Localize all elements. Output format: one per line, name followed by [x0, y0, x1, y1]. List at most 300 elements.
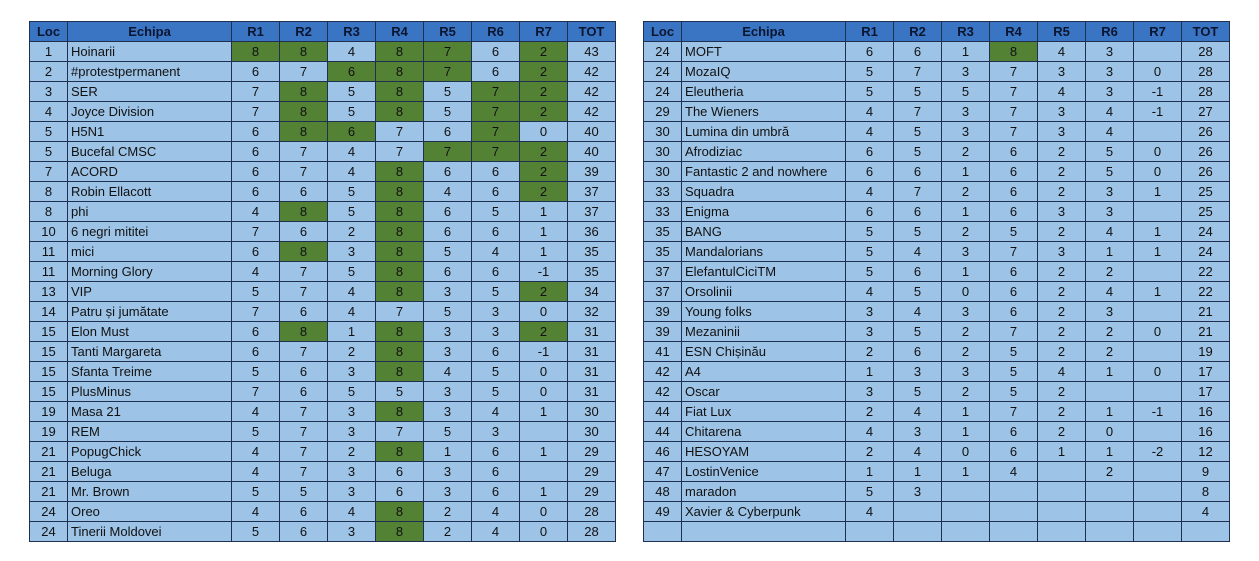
rank-cell: 1 — [30, 42, 68, 62]
total-score-cell: 28 — [1182, 82, 1230, 102]
round-2-score-cell: 4 — [894, 442, 942, 462]
round-4-score-cell: 8 — [376, 402, 424, 422]
round-3-score-cell: 0 — [942, 282, 990, 302]
round-1-score-cell: 6 — [846, 42, 894, 62]
round-5-score-cell: 3 — [424, 322, 472, 342]
round-6-score-cell: 7 — [472, 82, 520, 102]
round-5-score-cell: 2 — [1038, 262, 1086, 282]
total-score-cell: 31 — [568, 342, 616, 362]
round-3-score-cell: 3 — [328, 482, 376, 502]
round-4-score-cell: 8 — [376, 82, 424, 102]
table-row — [644, 242, 1230, 262]
round-3-score-cell: 3 — [942, 62, 990, 82]
round-5-score-cell: 5 — [424, 102, 472, 122]
table-row — [30, 322, 616, 342]
round-2-score-cell: 7 — [280, 462, 328, 482]
table-row — [30, 442, 616, 462]
round-7-score-cell: 2 — [520, 102, 568, 122]
header-r6: R6 — [1086, 22, 1134, 42]
round-5-score-cell: 2 — [1038, 282, 1086, 302]
round-1-score-cell: 3 — [846, 382, 894, 402]
round-1-score-cell: 8 — [232, 42, 280, 62]
round-5-score-cell: 3 — [1038, 102, 1086, 122]
round-7-score-cell: -2 — [1134, 442, 1182, 462]
round-6-score-cell: 0 — [1086, 422, 1134, 442]
table-row — [30, 302, 616, 322]
round-6-score-cell: 2 — [1086, 462, 1134, 482]
round-5-score-cell: 2 — [1038, 142, 1086, 162]
header-r7: R7 — [520, 22, 568, 42]
table-row — [644, 442, 1230, 462]
table-row — [644, 162, 1230, 182]
team-name-cell: Eleutheria — [682, 82, 846, 102]
round-5-score-cell: 3 — [424, 382, 472, 402]
round-6-score-cell: 2 — [1086, 262, 1134, 282]
round-3-score-cell: 3 — [942, 242, 990, 262]
total-score-cell: 37 — [568, 182, 616, 202]
team-name-cell: Beluga — [68, 462, 232, 482]
round-2-score-cell: 8 — [280, 102, 328, 122]
round-1-score-cell: 3 — [846, 302, 894, 322]
round-7-score-cell — [1134, 462, 1182, 482]
round-5-score-cell: 3 — [1038, 242, 1086, 262]
total-score-cell: 35 — [568, 242, 616, 262]
round-1-score-cell: 5 — [232, 362, 280, 382]
total-score-cell: 30 — [568, 422, 616, 442]
round-6-score-cell: 6 — [472, 162, 520, 182]
round-7-score-cell — [1134, 122, 1182, 142]
round-2-score-cell: 1 — [894, 462, 942, 482]
team-name-cell: ESN Chișinău — [682, 342, 846, 362]
total-score-cell: 24 — [1182, 242, 1230, 262]
team-name-cell: ACORD — [68, 162, 232, 182]
round-6-score-cell: 4 — [1086, 122, 1134, 142]
round-1-score-cell: 1 — [846, 362, 894, 382]
round-1-score-cell: 5 — [232, 422, 280, 442]
table-row — [644, 522, 1230, 542]
round-4-score-cell: 8 — [376, 502, 424, 522]
round-4-score-cell: 7 — [376, 302, 424, 322]
round-2-score-cell: 6 — [894, 42, 942, 62]
round-6-score-cell: 4 — [472, 242, 520, 262]
total-score-cell: 12 — [1182, 442, 1230, 462]
total-score-cell: 21 — [1182, 302, 1230, 322]
round-7-score-cell — [1134, 202, 1182, 222]
team-name-cell: #protestpermanent — [68, 62, 232, 82]
total-score-cell: 35 — [568, 262, 616, 282]
round-7-score-cell: 0 — [1134, 142, 1182, 162]
round-1-score-cell: 3 — [846, 322, 894, 342]
round-6-score-cell: 1 — [1086, 242, 1134, 262]
table-row — [30, 282, 616, 302]
total-score-cell: 29 — [568, 482, 616, 502]
header-echipa: Echipa — [68, 22, 232, 42]
round-5-score-cell: 3 — [424, 402, 472, 422]
round-4-score-cell — [990, 482, 1038, 502]
total-score-cell: 9 — [1182, 462, 1230, 482]
round-1-score-cell: 5 — [232, 522, 280, 542]
round-2-score-cell: 7 — [280, 442, 328, 462]
header-row — [30, 22, 616, 42]
round-3-score-cell: 0 — [942, 442, 990, 462]
rank-cell: 37 — [644, 282, 682, 302]
header-r5: R5 — [1038, 22, 1086, 42]
round-6-score-cell: 6 — [472, 342, 520, 362]
total-score-cell: 28 — [568, 502, 616, 522]
table-row — [30, 522, 616, 542]
round-5-score-cell: 2 — [1038, 402, 1086, 422]
rank-cell: 24 — [644, 82, 682, 102]
rank-cell: 13 — [30, 282, 68, 302]
round-3-score-cell: 3 — [328, 462, 376, 482]
rank-cell: 24 — [644, 42, 682, 62]
round-5-score-cell: 6 — [424, 162, 472, 182]
round-7-score-cell: 0 — [520, 522, 568, 542]
round-6-score-cell: 3 — [1086, 42, 1134, 62]
total-score-cell: 26 — [1182, 122, 1230, 142]
round-7-score-cell: 0 — [520, 382, 568, 402]
total-score-cell: 28 — [1182, 42, 1230, 62]
table-row — [644, 202, 1230, 222]
table-row — [644, 122, 1230, 142]
round-2-score-cell: 7 — [280, 342, 328, 362]
header-r5: R5 — [424, 22, 472, 42]
rank-cell: 15 — [30, 342, 68, 362]
round-3-score-cell: 4 — [328, 502, 376, 522]
rank-cell: 41 — [644, 342, 682, 362]
round-7-score-cell — [1134, 342, 1182, 362]
total-score-cell: 42 — [568, 82, 616, 102]
round-5-score-cell: 7 — [424, 62, 472, 82]
round-6-score-cell: 4 — [472, 522, 520, 542]
round-4-score-cell: 7 — [376, 142, 424, 162]
round-3-score-cell: 3 — [942, 302, 990, 322]
round-7-score-cell: 1 — [520, 242, 568, 262]
table-row — [644, 422, 1230, 442]
header-r7: R7 — [1134, 22, 1182, 42]
round-2-score-cell: 7 — [280, 162, 328, 182]
round-7-score-cell: -1 — [1134, 82, 1182, 102]
table-row — [30, 42, 616, 62]
team-name-cell: Young folks — [682, 302, 846, 322]
round-6-score-cell: 3 — [472, 302, 520, 322]
round-3-score-cell — [942, 502, 990, 522]
round-1-score-cell: 5 — [846, 62, 894, 82]
rank-cell: 21 — [30, 462, 68, 482]
round-5-score-cell: 3 — [1038, 122, 1086, 142]
rank-cell: 14 — [30, 302, 68, 322]
table-row — [30, 462, 616, 482]
round-7-score-cell: 1 — [1134, 242, 1182, 262]
table-row — [30, 502, 616, 522]
round-3-score-cell: 2 — [942, 322, 990, 342]
round-5-score-cell: 5 — [424, 422, 472, 442]
rank-cell: 39 — [644, 302, 682, 322]
round-1-score-cell: 4 — [232, 442, 280, 462]
header-tot: TOT — [568, 22, 616, 42]
round-3-score-cell: 1 — [942, 162, 990, 182]
rank-cell: 37 — [644, 262, 682, 282]
round-2-score-cell: 5 — [894, 122, 942, 142]
table-row — [644, 62, 1230, 82]
total-score-cell: 24 — [1182, 222, 1230, 242]
total-score-cell: 40 — [568, 122, 616, 142]
round-6-score-cell — [1086, 502, 1134, 522]
round-1-score-cell: 6 — [232, 182, 280, 202]
round-7-score-cell — [1134, 262, 1182, 282]
round-1-score-cell: 4 — [846, 182, 894, 202]
round-7-score-cell: 2 — [520, 282, 568, 302]
round-1-score-cell: 7 — [232, 82, 280, 102]
table-row — [30, 482, 616, 502]
round-1-score-cell: 5 — [846, 262, 894, 282]
round-7-score-cell — [1134, 522, 1182, 542]
round-1-score-cell: 7 — [232, 302, 280, 322]
round-6-score-cell: 7 — [472, 102, 520, 122]
round-1-score-cell: 6 — [232, 62, 280, 82]
round-5-score-cell: 2 — [1038, 162, 1086, 182]
round-2-score-cell: 5 — [894, 82, 942, 102]
round-7-score-cell: 2 — [520, 82, 568, 102]
round-7-score-cell: 1 — [520, 442, 568, 462]
table-row — [644, 262, 1230, 282]
round-6-score-cell: 6 — [472, 42, 520, 62]
table-row — [30, 422, 616, 442]
round-6-score-cell: 3 — [472, 322, 520, 342]
round-1-score-cell: 7 — [232, 382, 280, 402]
round-4-score-cell: 8 — [376, 442, 424, 462]
round-4-score-cell: 6 — [990, 422, 1038, 442]
team-name-cell: Oscar — [682, 382, 846, 402]
table-row — [644, 462, 1230, 482]
round-3-score-cell: 5 — [328, 102, 376, 122]
rank-cell: 29 — [644, 102, 682, 122]
rank-cell: 44 — [644, 402, 682, 422]
table-row — [30, 62, 616, 82]
rank-cell: 15 — [30, 322, 68, 342]
total-score-cell: 8 — [1182, 482, 1230, 502]
header-echipa: Echipa — [682, 22, 846, 42]
round-5-score-cell: 2 — [1038, 422, 1086, 442]
rank-cell: 24 — [30, 522, 68, 542]
team-name-cell: SER — [68, 82, 232, 102]
header-r2: R2 — [280, 22, 328, 42]
round-1-score-cell: 6 — [232, 342, 280, 362]
round-2-score-cell: 5 — [894, 322, 942, 342]
header-row — [644, 22, 1230, 42]
rank-cell: 5 — [30, 142, 68, 162]
round-3-score-cell: 3 — [328, 402, 376, 422]
total-score-cell: 30 — [568, 402, 616, 422]
rank-cell: 4 — [30, 102, 68, 122]
round-3-score-cell: 5 — [328, 382, 376, 402]
team-name-cell: maradon — [682, 482, 846, 502]
round-2-score-cell: 5 — [894, 142, 942, 162]
round-2-score-cell: 5 — [894, 382, 942, 402]
table-row — [644, 402, 1230, 422]
header-r3: R3 — [328, 22, 376, 42]
team-name-cell: PlusMinus — [68, 382, 232, 402]
round-6-score-cell: 5 — [472, 382, 520, 402]
round-3-score-cell: 5 — [942, 82, 990, 102]
header-loc: Loc — [644, 22, 682, 42]
round-5-score-cell — [1038, 482, 1086, 502]
round-5-score-cell: 3 — [424, 282, 472, 302]
round-7-score-cell: -1 — [520, 342, 568, 362]
table-row — [644, 302, 1230, 322]
table-body — [644, 42, 1230, 542]
rank-cell: 46 — [644, 442, 682, 462]
header-r2: R2 — [894, 22, 942, 42]
round-5-score-cell: 4 — [1038, 362, 1086, 382]
round-7-score-cell: 2 — [520, 142, 568, 162]
team-name-cell: MOFT — [682, 42, 846, 62]
round-1-score-cell: 6 — [232, 242, 280, 262]
total-score-cell: 42 — [568, 102, 616, 122]
round-1-score-cell: 4 — [846, 122, 894, 142]
round-2-score-cell: 8 — [280, 82, 328, 102]
table-body — [30, 42, 616, 542]
team-name-cell: Hoinarii — [68, 42, 232, 62]
round-4-score-cell: 6 — [990, 202, 1038, 222]
round-1-score-cell: 4 — [846, 102, 894, 122]
round-4-score-cell: 6 — [990, 182, 1038, 202]
round-1-score-cell: 6 — [846, 142, 894, 162]
team-name-cell: The Wieners — [682, 102, 846, 122]
round-3-score-cell: 3 — [328, 522, 376, 542]
round-4-score-cell: 8 — [376, 522, 424, 542]
rank-cell: 47 — [644, 462, 682, 482]
table-row — [30, 122, 616, 142]
round-1-score-cell: 2 — [846, 402, 894, 422]
total-score-cell: 4 — [1182, 502, 1230, 522]
rank-cell: 2 — [30, 62, 68, 82]
round-4-score-cell: 7 — [990, 82, 1038, 102]
total-score-cell: 21 — [1182, 322, 1230, 342]
table-row — [30, 342, 616, 362]
team-name-cell: Tinerii Moldovei — [68, 522, 232, 542]
round-1-score-cell: 4 — [232, 202, 280, 222]
round-4-score-cell: 8 — [376, 342, 424, 362]
round-4-score-cell: 7 — [990, 242, 1038, 262]
round-4-score-cell: 7 — [990, 402, 1038, 422]
round-3-score-cell: 3 — [942, 122, 990, 142]
round-7-score-cell — [520, 422, 568, 442]
rank-cell: 30 — [644, 142, 682, 162]
header-loc: Loc — [30, 22, 68, 42]
table-row — [644, 82, 1230, 102]
rank-cell: 35 — [644, 222, 682, 242]
round-2-score-cell: 3 — [894, 362, 942, 382]
round-7-score-cell: 1 — [1134, 282, 1182, 302]
round-3-score-cell: 1 — [942, 262, 990, 282]
round-2-score-cell: 6 — [280, 222, 328, 242]
round-6-score-cell: 2 — [1086, 322, 1134, 342]
total-score-cell: 27 — [1182, 102, 1230, 122]
table-row — [30, 102, 616, 122]
round-5-score-cell: 3 — [1038, 62, 1086, 82]
round-3-score-cell: 1 — [942, 422, 990, 442]
team-name-cell: Joyce Division — [68, 102, 232, 122]
round-6-score-cell: 4 — [472, 502, 520, 522]
total-score-cell: 17 — [1182, 382, 1230, 402]
round-2-score-cell: 6 — [280, 522, 328, 542]
total-score-cell: 31 — [568, 382, 616, 402]
round-2-score-cell: 8 — [280, 202, 328, 222]
round-2-score-cell: 6 — [894, 162, 942, 182]
rank-cell: 7 — [30, 162, 68, 182]
rank-cell: 33 — [644, 202, 682, 222]
round-3-score-cell: 2 — [942, 142, 990, 162]
rank-cell: 35 — [644, 242, 682, 262]
round-4-score-cell: 6 — [990, 262, 1038, 282]
header-r6: R6 — [472, 22, 520, 42]
round-2-score-cell: 8 — [280, 122, 328, 142]
round-1-score-cell: 5 — [232, 482, 280, 502]
round-7-score-cell: 0 — [1134, 162, 1182, 182]
round-4-score-cell: 7 — [990, 62, 1038, 82]
round-6-score-cell: 6 — [472, 62, 520, 82]
round-7-score-cell: 1 — [1134, 222, 1182, 242]
round-5-score-cell: 7 — [424, 142, 472, 162]
round-4-score-cell: 7 — [990, 122, 1038, 142]
header-tot: TOT — [1182, 22, 1230, 42]
table-row — [644, 482, 1230, 502]
round-5-score-cell: 6 — [424, 122, 472, 142]
round-3-score-cell: 1 — [942, 462, 990, 482]
round-1-score-cell: 2 — [846, 442, 894, 462]
round-5-score-cell: 7 — [424, 42, 472, 62]
table-row — [644, 102, 1230, 122]
table-row — [644, 322, 1230, 342]
round-5-score-cell: 4 — [424, 182, 472, 202]
total-score-cell: 39 — [568, 162, 616, 182]
table-row — [644, 42, 1230, 62]
team-name-cell: Afrodiziac — [682, 142, 846, 162]
round-5-score-cell: 2 — [1038, 182, 1086, 202]
standings-table-left — [29, 21, 616, 542]
total-score-cell: 16 — [1182, 422, 1230, 442]
round-2-score-cell: 8 — [280, 242, 328, 262]
round-4-score-cell: 8 — [376, 262, 424, 282]
round-3-score-cell: 2 — [942, 182, 990, 202]
round-1-score-cell: 4 — [232, 262, 280, 282]
round-3-score-cell: 6 — [328, 62, 376, 82]
rank-cell: 48 — [644, 482, 682, 502]
round-2-score-cell: 6 — [894, 262, 942, 282]
table-row — [30, 82, 616, 102]
round-7-score-cell: 1 — [520, 222, 568, 242]
rank-cell: 42 — [644, 382, 682, 402]
round-2-score-cell: 7 — [280, 282, 328, 302]
round-1-score-cell: 4 — [232, 402, 280, 422]
round-6-score-cell: 1 — [1086, 402, 1134, 422]
round-7-score-cell: 0 — [520, 362, 568, 382]
round-5-score-cell: 6 — [424, 222, 472, 242]
header-r4: R4 — [376, 22, 424, 42]
round-7-score-cell: -1 — [520, 262, 568, 282]
rank-cell: 19 — [30, 422, 68, 442]
round-6-score-cell: 3 — [1086, 82, 1134, 102]
round-7-score-cell: 0 — [1134, 322, 1182, 342]
round-5-score-cell: 2 — [1038, 322, 1086, 342]
round-3-score-cell: 3 — [942, 102, 990, 122]
round-6-score-cell: 4 — [472, 402, 520, 422]
team-name-cell: Patru și jumătate — [68, 302, 232, 322]
total-score-cell: 29 — [568, 442, 616, 462]
standings-table-right — [643, 21, 1230, 542]
team-name-cell: PopugChick — [68, 442, 232, 462]
